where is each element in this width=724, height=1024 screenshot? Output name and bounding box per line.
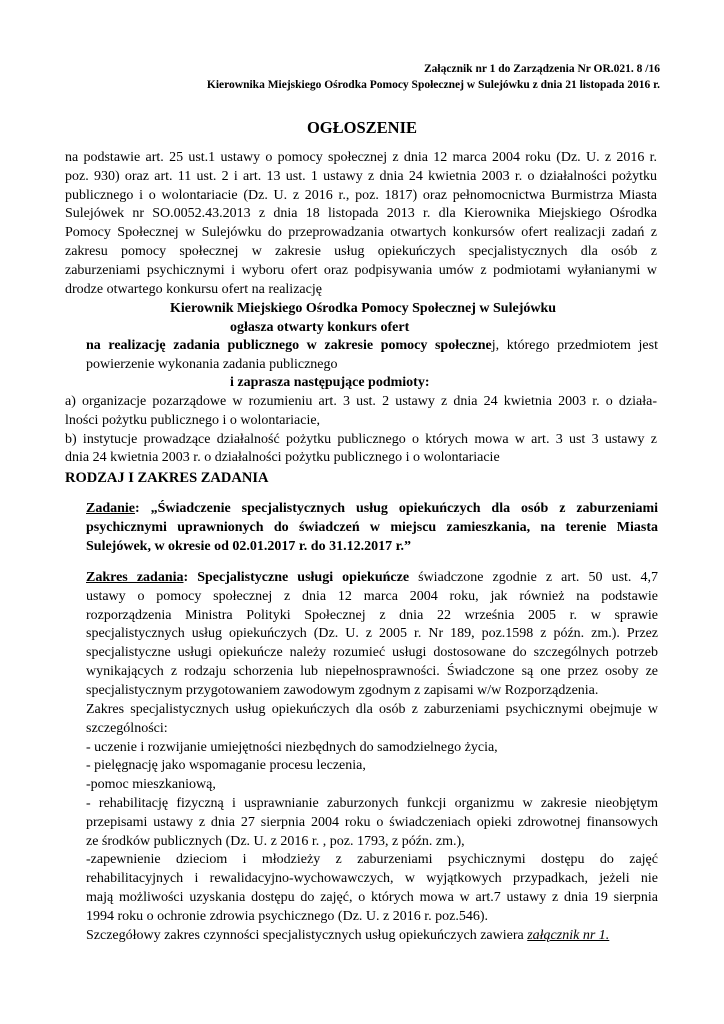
scope-detail-line: mają możliwości uzyskania dostępu do zajęć, o których mowa w art.7 ustawy z dnia 19 sierpnia [86, 889, 658, 905]
scope-detail-line: przepisami ustawy z dnia 27 sierpnia 2004 roku o świadczeniach opieki zdrowotnej finansowych [86, 814, 658, 830]
intro-line: zaburzeniami psychicznymi i wyboru ofert oraz podpisywania umów z podmiotami wyłanianymi w [65, 262, 657, 278]
announce-bold-text: na realizację zadania publicznego w zakresie pomocy społeczne [86, 338, 492, 353]
announce-line4: powierzenie wykonania zadania publicznego [86, 357, 338, 372]
task-line1: : „Świadczenie specjalistycznych usług opiekuńczych dla osób z zaburzeniami [135, 501, 658, 516]
task-line3: Sulejówek, w okresie od 02.01.2017 r. do 31.12.2017 r.” [86, 538, 412, 554]
attachment-header-line1: Załącznik nr 1 do Zarządzenia Nr OR.021. 8 /16 [424, 63, 660, 75]
scope-detail-line: 1994 roku o ochronie zdrowia psychicznego (Dz. U. z 2016 r. poz.546). [86, 908, 489, 924]
scope-line: ustawy o pomocy społecznej z dnia 12 marca 2004 roku, jak również na podstawie [86, 588, 658, 604]
section-title: RODZAJ I ZAKRES ZADANIA [65, 470, 269, 486]
scope-line: specjalistycznych usług opiekuńczych (Dz. U. z 2005 r. Nr 189, poz.1598 z późn. zm.). Przez [86, 626, 658, 642]
entity-line: lności pożytku publicznego i o wolontariacie, [65, 412, 321, 428]
entity-line: a) organizacje pozarządowe w rozumieniu art. 3 ust. 2 ustawy z dnia 24 kwietnia 2003 r. o działa- [65, 394, 657, 409]
intro-line: na podstawie art. 25 ust.1 ustawy o pomocy społecznej z dnia 12 marca 2004 roku (Dz. U. z 2016 r. [65, 150, 657, 165]
scope-line: specjalistycznym przygotowaniem zawodowym zgodnym z zapisami w/w Rozporządzenia. [86, 682, 599, 698]
scope-detail-line: ze środków publicznych (Dz. U. z 2016 r. , poz. 1793, z późn. zm.), [86, 833, 465, 849]
scope-line: rozporządzenia Ministra Polityki Społecznej z dnia 22 września 2005 r. w sprawie [86, 607, 658, 623]
task-label: Zadanie [86, 501, 136, 516]
announce-rest-text: j, którego przedmiotem jest [491, 338, 658, 353]
scope-label: Zakres zadania [86, 570, 184, 585]
intro-line: Sulejówek nr SO.0052.43.2013 z dnia 18 listopada 2013 r. dla Kierownika Miejskiego Ośrodka [65, 206, 657, 222]
scope-details [86, 701, 658, 945]
scope-detail-line: szczególności: [86, 720, 168, 736]
scope-detail-line: -zapewnienie dzieciom i młodzieży z zaburzeniami psychicznymi dostępu do zajęć [86, 852, 658, 868]
intro-line: zakresu pomocy społecznej w zakresie usług opiekuńczych specjalistycznych dla osób z [65, 243, 657, 259]
announce-line2: ogłasza otwarty konkurs ofert [230, 320, 410, 335]
task-block [86, 500, 658, 556]
intro-line: Pomocy Społecznej w Sulejówku do przeprowadzania otwartych konkursów ofert realizacji zadań z [65, 225, 657, 241]
announce-line3 [86, 337, 658, 356]
scope-line: specjalistyczne usługi opiekuńcze należy rozumieć usługi dostosowane do szczególnych potrzeb [86, 645, 658, 661]
scope-block: Zakres zadania: Specjalistyczne usługi opiekuńcze świadczone zgodnie z art. 50 ust. 4,7 ustawy o pomocy społecznej z dnia 12 marca 2004 roku, jak również na podstawie rozporządzenia Ministra Polityki Społecznej z dnia 22 września 2005 r. w sprawie specjalistycznych usług opiekuńczych (Dz. U. z 2005 r. Nr 189, poz.1598 z późn. zm.). Przez specjalistyczne usługi opiekuńcze należy rozumieć usługi dostosowane do szczególnych potrzeb wynikających z rodzaju schorzenia lub niepełnosprawności. Świadczone są one przez osoby ze specjalistycznym przygotowaniem zawodowym zgodnym z zapisami w/w Rozporządzenia. [86, 569, 658, 701]
scope-bold-text: Specjalistyczne usługi opiekuńcze [197, 570, 410, 585]
document-title: OGŁOSZENIE [306, 118, 418, 137]
scope-detail-line: Zakres specjalistycznych usług opiekuńczych dla osób z zaburzeniami psychicznymi obejmuje w [86, 702, 658, 717]
attachment-reference: załącznik nr 1. [527, 927, 610, 943]
task-line2: psychicznymi uprawnionych do świadczeń w miejscu zamieszkania, na terenie Miasta [86, 519, 658, 535]
scope-last-text: Szczegółowy zakres czynności specjalistycznych usług opiekuńczych zawiera [86, 927, 528, 943]
announce-line5: i zaprasza następujące podmioty: [230, 375, 430, 390]
entities-list [65, 393, 657, 468]
entity-line: dnia 24 kwietnia 2003 r. o działalności pożytku publicznego i o wolontariacie [65, 450, 500, 466]
announce-line1: Kierownik Miejskiego Ośrodka Pomocy Społecznej w Sulejówku [170, 301, 557, 316]
entity-line: b) instytucje prowadzące działalność pożytku publicznego o których mowa w art. 3 ust 3 ustawy z [65, 431, 657, 447]
scope-detail-line: rehabilitacyjnych i rewalidacyjno-wychowawczych, w wyjątkowych przypadkach, jeżeli nie [86, 871, 658, 887]
scope-detail-line: - pielęgnację jako wspomaganie procesu leczenia, [86, 758, 366, 774]
scope-detail-line: - rehabilitację fizyczną i usprawnianie zaburzonych funkcji organizmu w zakresie nieobjętym [86, 795, 658, 811]
intro-line: drodze otwartego konkursu ofert na realizację [65, 281, 322, 297]
scope-line: wynikających z rodzaju schorzenia lub niepełnosprawności. Świadczone są one przez osoby ze [86, 663, 658, 679]
scope-detail-line: -pomoc mieszkaniową, [86, 777, 216, 793]
intro-line: poz. 930) oraz art. 11 ust. 2 i art. 13 ust. 1 ustawy z dnia 24 kwietnia 2003 r. o działalności pożytku [65, 168, 657, 184]
attachment-header-line2: Kierownika Miejskiego Ośrodka Pomocy Społecznej w Sulejówku z dnia 21 listopada 2016 r. [206, 79, 660, 91]
intro-line: publicznego i o wolontariacie (Dz. U. z 2016 r., poz. 1817) oraz pełnomocnictwa Burmistrza Miasta [65, 187, 657, 203]
intro-paragraph [65, 149, 657, 299]
scope-detail-line: - uczenie i rozwijanie umiejętności niezbędnych do samodzielnego życia, [86, 739, 498, 755]
